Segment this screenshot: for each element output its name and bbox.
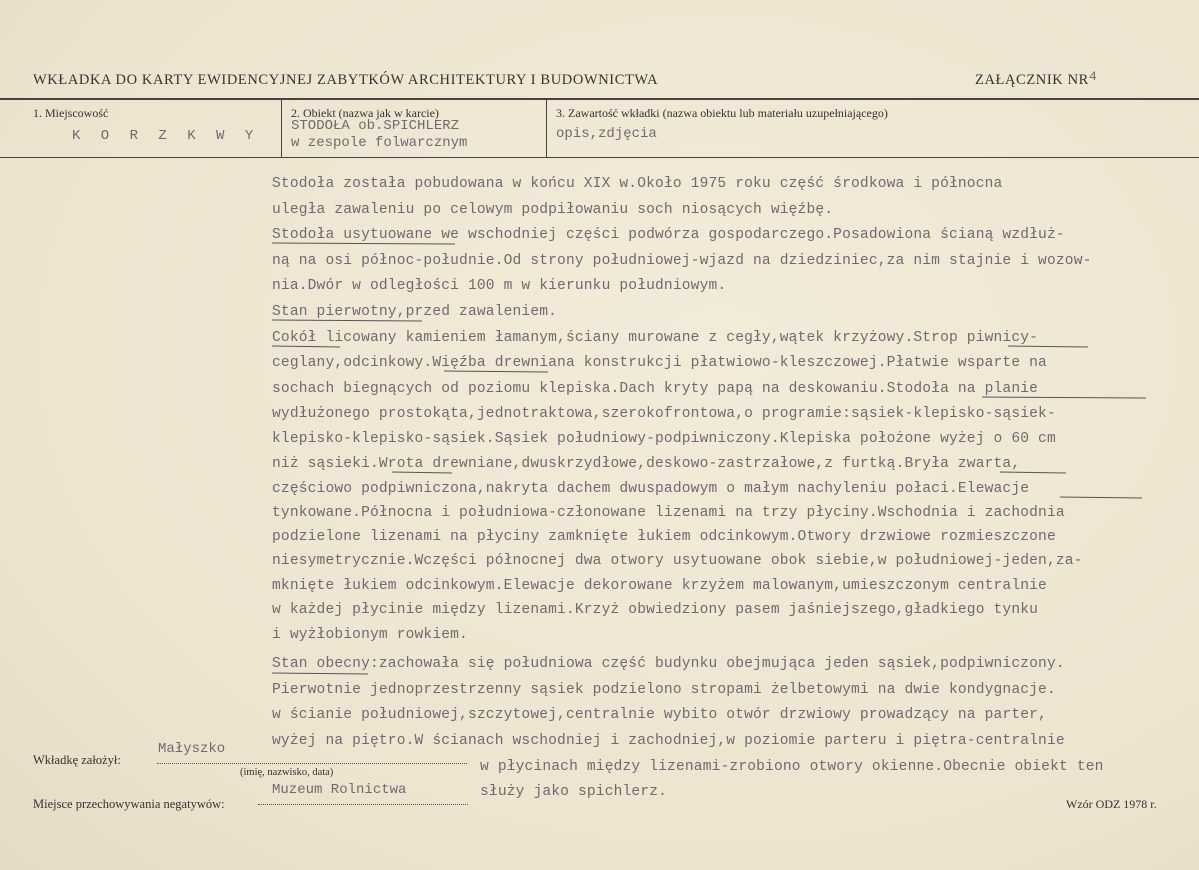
attachment-label-text: ZAŁĄCZNIK NR	[975, 72, 1089, 88]
body-line: w ścianie południowej,szczytowej,centralnie wybito otwór drzwiowy prowadzący na parter,	[272, 707, 1047, 723]
body-line: tynkowane.Północna i południowa-członowane lizenami na trzy płyciny.Wschodnia i zachodnia	[272, 505, 1065, 521]
body-line: Stodoła usytuowane we wschodniej części podwórza gospodarczego.Posadowiona ścianą wzdłuż-	[272, 227, 1065, 243]
body-line: mknięte łukiem odcinkowym.Elewacje dekorowane krzyżem malowanym,umieszczonym centralnie	[272, 578, 1047, 594]
body-line: niesymetrycznie.Wczęści północnej dwa otwory usytuowane obok siebie,w południowej-jeden,za-	[272, 553, 1083, 569]
founder-line	[157, 763, 467, 764]
object-value-line2: w zespole folwarcznym	[291, 135, 468, 151]
body-line: niż sąsieki.Wrota drewniane,dwuskrzydłowe,deskowo-zastrzałowe,z furtką.Bryła zwarta,	[272, 456, 1021, 472]
body-line: w każdej płycinie między lizenami.Krzyż obwiedziony pasem jaśniejszego,gładkiego tynku	[272, 602, 1039, 618]
body-line: ną na osi północ-południe.Od strony południowej-wjazd na dziedziniec,za nim stajnie i wozow-	[272, 253, 1092, 269]
form-code: Wzór ODZ 1978 r.	[1066, 797, 1157, 811]
body-line: w płycinach między lizenami-zrobiono otwory okienne.Obecnie obiekt ten	[480, 759, 1104, 775]
attachment-number: 4	[1088, 69, 1098, 84]
object-value-line1: STODOŁA ob.SPICHLERZ	[291, 118, 460, 134]
negatives-label: Miejsce przechowywania negatywów:	[33, 797, 225, 811]
card-title: WKŁADKA DO KARTY EWIDENCYJNEJ ZABYTKÓW ARCHITEKTURY I BUDOWNICTWA	[33, 72, 659, 88]
negatives-line	[258, 804, 468, 805]
founder-hint: (imię, nazwisko, data)	[240, 767, 334, 778]
body-line: sochach biegnących od poziomu klepiska.Dach kryty papą na deskowaniu.Stodoła na planie	[272, 381, 1039, 397]
body-line: klepisko-klepisko-sąsiek.Sąsiek południowy-podpiwniczony.Klepiska położone wyżej o 60 cm	[272, 431, 1056, 447]
negatives-value: Muzeum Rolnictwa	[272, 782, 407, 798]
founder-label: Wkładkę założył:	[33, 753, 121, 767]
section-heading-original-state: Stan pierwotny,przed zawaleniem.	[272, 304, 558, 320]
body-line: wydłużonego prostokąta,jednotraktowa,szerokofrontowa,o programie:sąsiek-klepisko-sąsiek-	[272, 406, 1056, 422]
locality-value: K O R Z K W Y	[72, 128, 260, 144]
body-line: uległa zawaleniu po celowym podpiłowaniu soch niosących więźbę.	[272, 202, 834, 218]
object-label: 2. Obiekt (nazwa jak w karcie)	[291, 106, 439, 120]
body-line: wyżej na piętro.W ścianach wschodniej i zachodniej,w poziomie parteru i piętra-centralnie	[272, 733, 1065, 749]
locality-label: 1. Miejscowość	[33, 106, 109, 120]
body-line: służy jako spichlerz.	[480, 784, 668, 800]
body-line: częściowo podpiwniczona,nakryta dachem dwuspadowym o małym nachyleniu połaci.Elewacje	[272, 481, 1030, 497]
body-line: i wyżłobionym rowkiem.	[272, 627, 468, 643]
body-line: podzielone lizenami na płyciny zamknięte łukiem odcinkowym.Otwory drzwiowe rozmieszczone	[272, 529, 1056, 545]
body-line: nia.Dwór w odległości 100 m w kierunku południowym.	[272, 278, 727, 294]
section-heading-current-state: Stan obecny:zachowała się południowa część budynku obejmująca jeden sąsiek,podpiwniczony.	[272, 656, 1065, 672]
contents-label: 3. Zawartość wkładki (nazwa obiektu lub materiału uzupełniającego)	[556, 106, 888, 120]
body-line: Stodoła została pobudowana w końcu XIX w.Około 1975 roku część środkowa i północna	[272, 176, 1003, 192]
founder-value: Małyszko	[158, 741, 226, 757]
body-line: Cokół licowany kamieniem łamanym,ściany murowane z cegły,wątek krzyżowy.Strop piwnicy-	[272, 330, 1039, 346]
body-line: ceglany,odcinkowy.Więźba drewniana konstrukcji płatwiowo-kleszczowej.Płatwie wsparte na	[272, 355, 1047, 371]
contents-value: opis,zdjęcia	[556, 126, 657, 142]
body-line: Pierwotnie jednoprzestrzenny sąsiek podzielono stropami żelbetowymi na dwie kondygnacje.	[272, 682, 1056, 698]
